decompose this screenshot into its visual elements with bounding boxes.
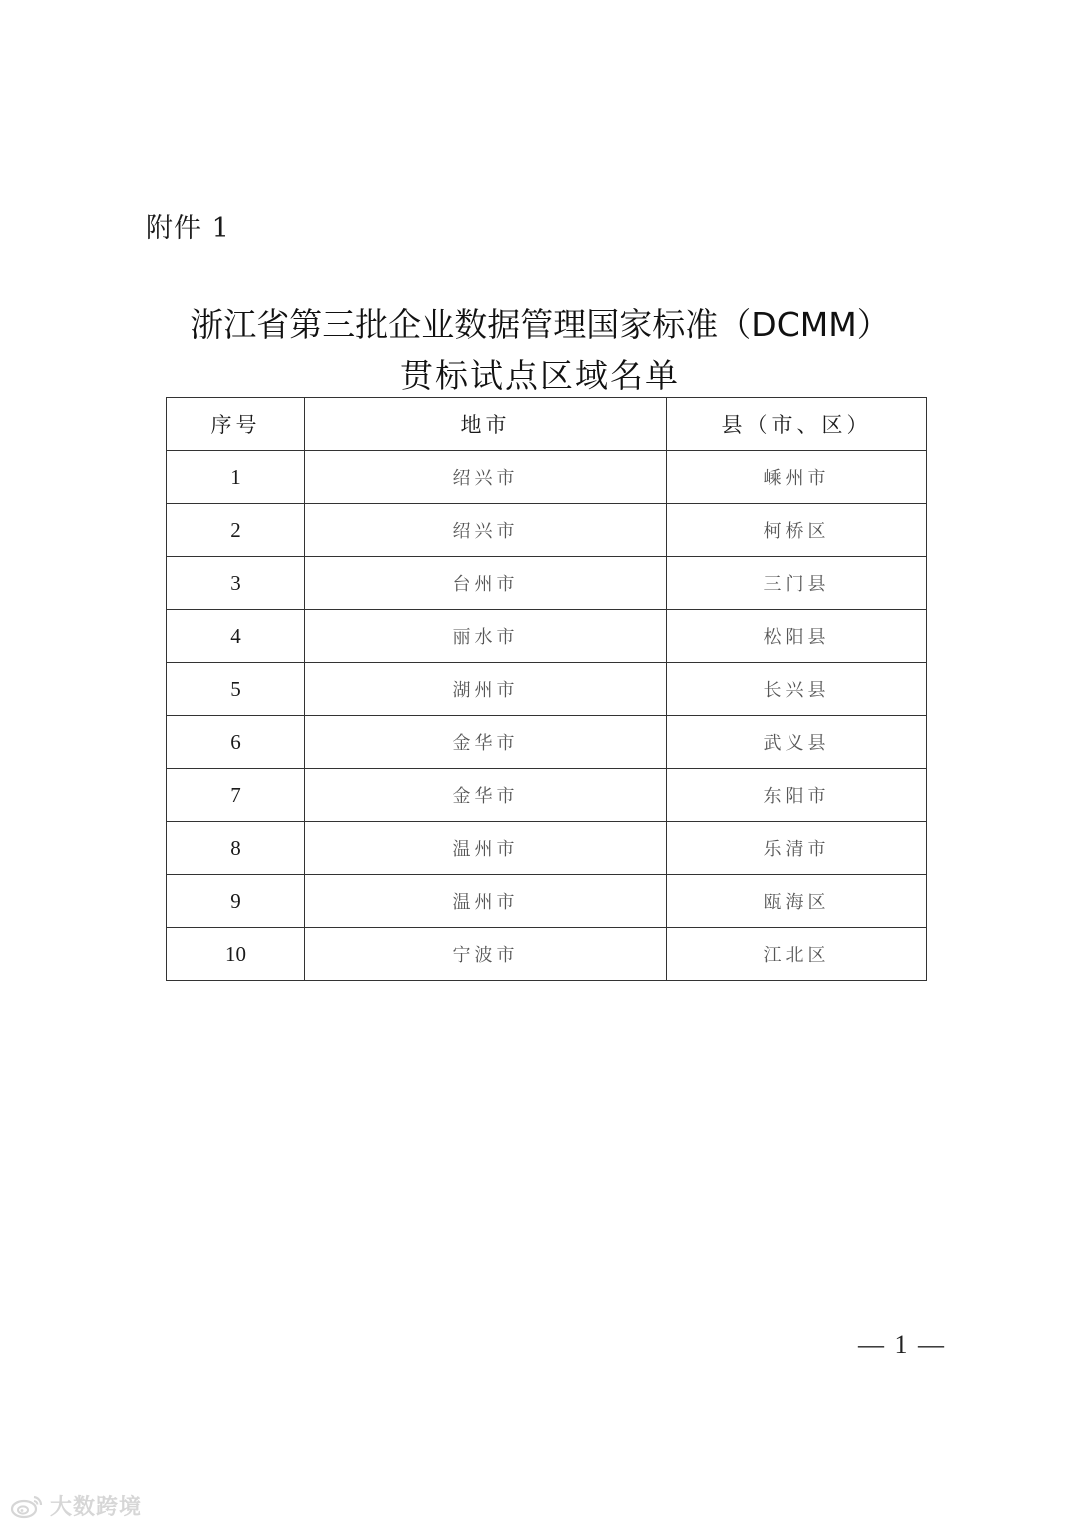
document-title-line-2: 贯标试点区域名单 [400, 356, 680, 395]
table-row [167, 451, 927, 504]
watermark-text: 大数跨境 [50, 1495, 143, 1520]
pilot-region-table [166, 397, 927, 981]
cell-serial-number: 7 [167, 769, 305, 822]
cell-county: 武义县 [667, 716, 927, 769]
document-title-line-1: 浙江省第三批企业数据管理国家标准（DCMM） [190, 305, 890, 344]
cell-county: 乐清市 [667, 822, 927, 875]
cell-county: 嵊州市 [667, 451, 927, 504]
header-county: 县（市、区） [667, 398, 927, 451]
cell-county: 江北区 [667, 928, 927, 981]
table-row [167, 610, 927, 663]
cell-county: 三门县 [667, 557, 927, 610]
cell-serial-number: 3 [167, 557, 305, 610]
attachment-label: 附件 1 [146, 213, 230, 244]
table-row [167, 928, 927, 981]
watermark [10, 1490, 142, 1521]
table-row [167, 557, 927, 610]
cell-serial-number: 10 [167, 928, 305, 981]
table-row [167, 875, 927, 928]
weibo-logo-icon [10, 1493, 44, 1519]
cell-serial-number: 9 [167, 875, 305, 928]
cell-county: 瓯海区 [667, 875, 927, 928]
cell-serial-number: 2 [167, 504, 305, 557]
cell-serial-number: 6 [167, 716, 305, 769]
cell-city: 丽水市 [305, 610, 667, 663]
cell-city: 绍兴市 [305, 451, 667, 504]
header-city: 地市 [305, 398, 667, 451]
cell-city: 温州市 [305, 822, 667, 875]
table-row [167, 822, 927, 875]
cell-county: 柯桥区 [667, 504, 927, 557]
cell-city: 宁波市 [305, 928, 667, 981]
page-number: — 1 — [858, 1330, 946, 1359]
table-row [167, 504, 927, 557]
table-row [167, 663, 927, 716]
table-header-row [167, 398, 927, 451]
cell-city: 温州市 [305, 875, 667, 928]
cell-serial-number: 1 [167, 451, 305, 504]
cell-serial-number: 8 [167, 822, 305, 875]
cell-serial-number: 5 [167, 663, 305, 716]
cell-county: 东阳市 [667, 769, 927, 822]
header-serial-number: 序号 [167, 398, 305, 451]
table-row [167, 716, 927, 769]
cell-city: 台州市 [305, 557, 667, 610]
cell-city: 绍兴市 [305, 504, 667, 557]
table-row [167, 769, 927, 822]
cell-serial-number: 4 [167, 610, 305, 663]
cell-city: 湖州市 [305, 663, 667, 716]
cell-city: 金华市 [305, 769, 667, 822]
cell-county: 松阳县 [667, 610, 927, 663]
cell-city: 金华市 [305, 716, 667, 769]
cell-county: 长兴县 [667, 663, 927, 716]
